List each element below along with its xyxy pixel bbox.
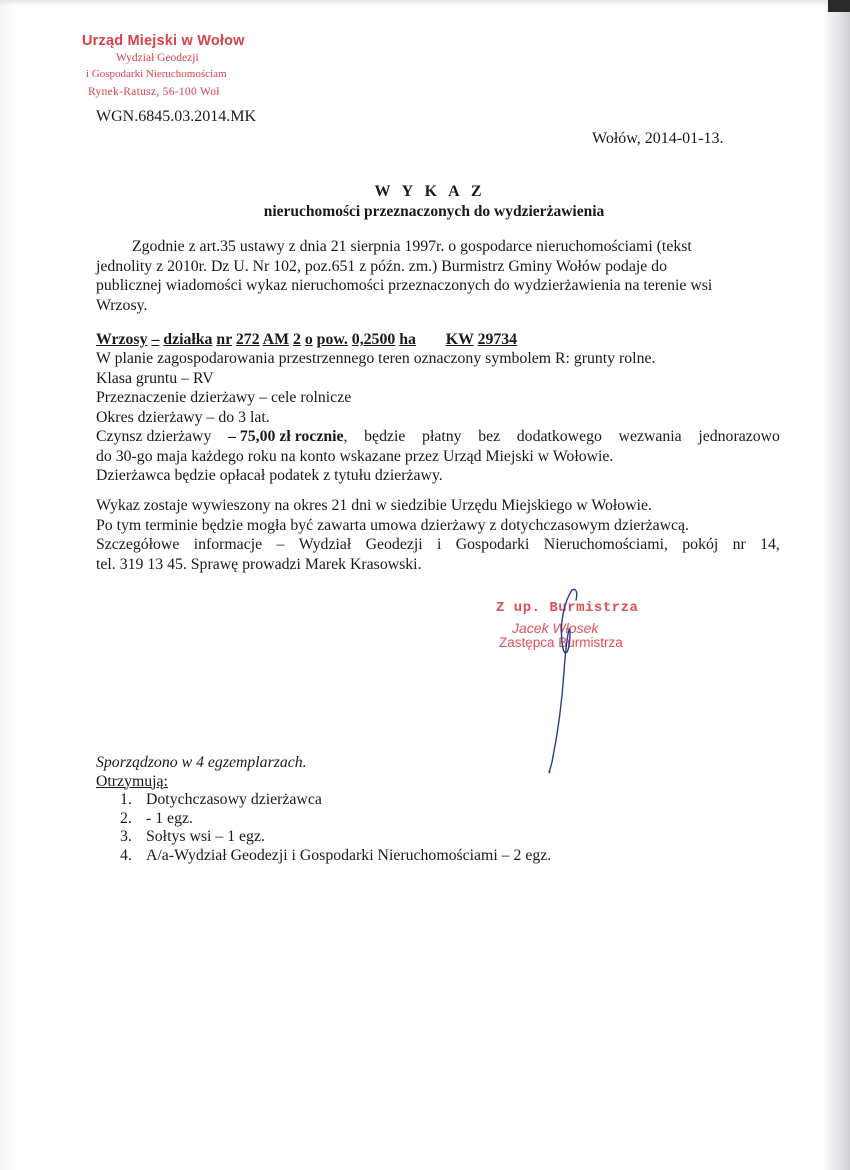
intro-line: publicznej wiadomości wykaz nieruchomości przeznaczonych do wydzierżawienia na terenie wsi [96,277,713,294]
parcel-nr-label: nr [216,331,232,348]
notice-paragraph [96,496,780,574]
parcel-details [96,349,780,486]
parcel-am-value: 2 [292,331,301,348]
parcel-nr-value: 272 [235,331,260,348]
parcel-area-label: pow. [316,331,348,348]
distribution-footer [96,754,551,865]
notice-contact-line [96,535,780,555]
receivers-list [96,791,551,865]
stamp-department-cont: i Gospodarki Nieruchomościam [86,68,227,80]
notice-word: Gospodarki [455,536,530,553]
notice-word: Nieruchomościami, [543,536,668,553]
parcel-class: Klasa gruntu – RV [96,369,214,387]
rent-word: wezwania [618,428,682,445]
handwritten-signature [520,582,600,782]
intro-paragraph [96,237,776,315]
notice-word: Wydział [298,536,352,553]
parcel-o-label: o [304,331,313,348]
rent-word: płatny [422,428,462,445]
office-header-stamp [82,33,272,98]
notice-word: nr [732,536,746,553]
parcel-heading [96,331,517,349]
receivers-label: Otrzymują: [96,772,168,790]
stamp-department: Wydział Geodezji [116,52,199,64]
notice-word: 14, [760,536,780,553]
rent-prefix: Czynsz dzierżawy [96,428,212,445]
scan-edge-right [822,0,850,1170]
document-subtitle: nieruchomości przeznaczonych do wydzierżawienia [263,203,605,220]
document-title: W Y K A Z [374,183,486,200]
parcel-kw-label: KW [445,331,474,348]
notice-line: Po tym terminie będzie mogła być zawarta umowa dzierżawy z dotychczasowym dzierżawcą. [96,516,690,534]
parcel-village: Wrzosy [96,331,148,348]
stamp-office-name: Urząd Miejski w Wołow [82,33,245,49]
notice-word: i [436,536,442,553]
rent-amount: – 75,00 zł rocznie, [228,428,348,445]
rent-word: będzie [364,428,406,445]
parcel-area-unit: ha [399,331,416,348]
parcel-kw-value: 29734 [477,331,518,348]
rent-word: bez [478,428,501,445]
signature-stamp-name: Jacek Włosek [512,620,599,636]
document-reference: WGN.6845.03.2014.MK [96,108,256,125]
notice-word: – [276,536,285,553]
scan-edge-top [0,0,850,6]
rent-word: dodatkowego [516,428,602,445]
receiver-item: 1. Dotychczasowy dzierżawca [120,791,322,808]
notice-line: tel. 319 13 45. Sprawę prowadzi Marek Krasowski. [96,555,422,573]
receiver-item: 4. A/a-Wydział Geodezji i Gospodarki Nieruchomościami – 2 egz. [120,846,552,864]
signature-stamp-role: Zastępca Burmistrza [499,635,623,650]
document-date: Wołów, 2014-01-13. [592,130,724,147]
intro-line: Wrzosy. [96,296,148,314]
parcel-dash: – [151,331,160,348]
intro-line: jednolity z 2010r. Dz U. Nr 102, poz.651 z późn. zm.) Burmistrz Gminy Wołów podaje do [96,257,667,275]
rent-word: jednorazowo [698,428,780,445]
parcel-period: Okres dzierżawy – do 3 lat. [96,408,270,426]
parcel-am-label: AM [262,331,289,348]
scan-corner [828,0,850,12]
parcel-rent-line [96,427,780,447]
stamp-address: Rynek-Ratusz, 56-100 Woł [88,86,220,98]
notice-line: Wykaz zostaje wywieszony na okres 21 dni w siedzibie Urzędu Miejskiego w Wołowie. [96,497,652,514]
parcel-purpose: Przeznaczenie dzierżawy – cele rolnicze [96,389,352,406]
signature-stamp-authority: Z up. Burmistrza [496,600,639,616]
parcel-rent-deadline: do 30-go maja każdego roku na konto wskazane przez Urząd Miejski w Wołowie. [96,447,614,465]
copies-note: Sporządzono w 4 egzemplarzach. [96,754,307,771]
parcel-area-value: 0,2500 [351,331,396,348]
receiver-item: 2. - 1 egz. [120,809,193,827]
parcel-label: działka [163,331,213,348]
notice-word: Szczegółowe [96,536,180,553]
intro-line: Zgodnie z art.35 ustawy z dnia 21 sierpnia 1997r. o gospodarce nieruchomościami (tekst [132,238,692,255]
notice-word: pokój [682,536,719,553]
receiver-item: 3. Sołtys wsi – 1 egz. [120,828,265,845]
notice-word: Geodezji [365,536,423,553]
parcel-tax: Dzierżawca będzie opłacał podatek z tytułu dzierżawy. [96,467,443,484]
notice-word: informacje [193,536,263,553]
parcel-plan: W planie zagospodarowania przestrzennego teren oznaczony symbolem R: grunty rolne. [96,350,656,367]
